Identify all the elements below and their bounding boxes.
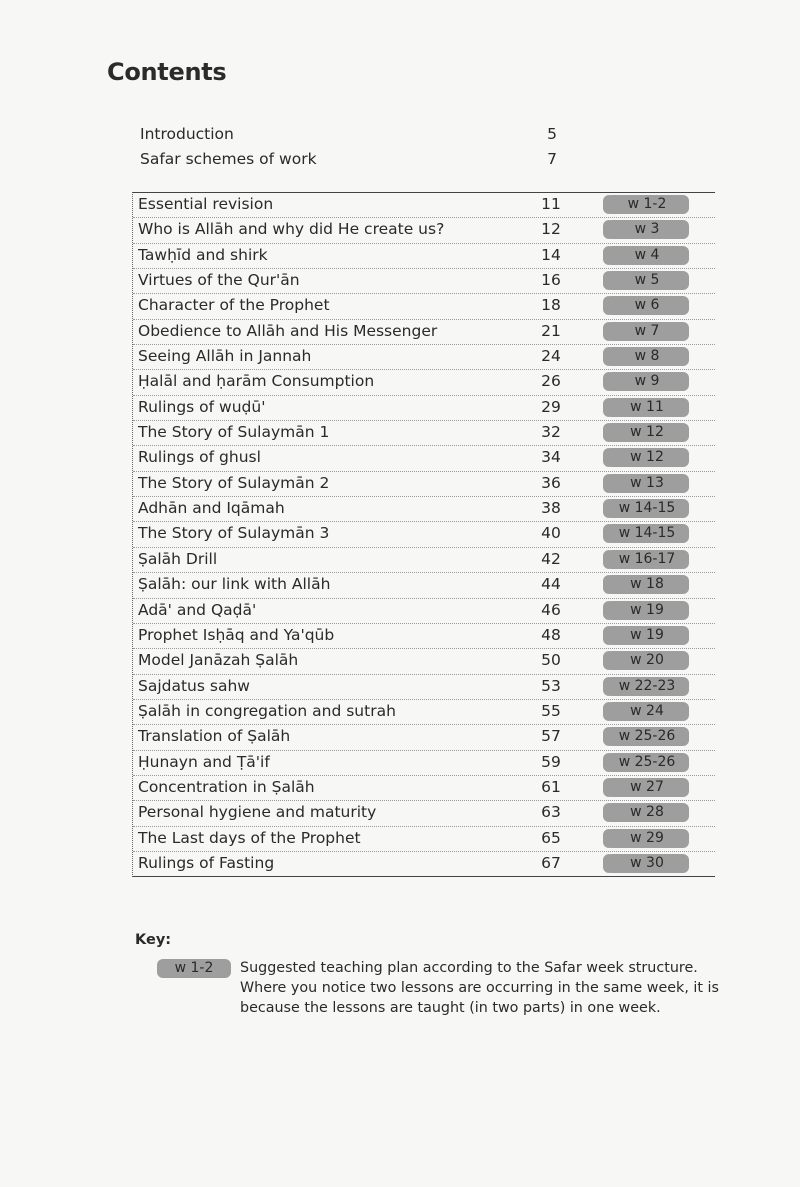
- toc-entry-page: 46: [541, 600, 561, 619]
- toc-row[interactable]: [133, 320, 715, 345]
- toc-entry-page: 21: [541, 321, 561, 340]
- toc-row[interactable]: [133, 599, 715, 624]
- week-badge: w 7: [605, 322, 689, 341]
- week-badge: w 3: [605, 220, 689, 239]
- week-badge: w 14-15: [605, 499, 689, 518]
- intro-entry: [140, 147, 560, 172]
- toc-row[interactable]: [133, 294, 715, 319]
- toc-entry-page: 48: [541, 625, 561, 644]
- toc-row[interactable]: [133, 548, 715, 573]
- intro-entry-page: 5: [547, 125, 557, 143]
- toc-entry-page: 26: [541, 372, 561, 391]
- toc-entry-title: Sajdatus sahw: [138, 676, 250, 695]
- toc-entry-page: 38: [541, 499, 561, 518]
- week-badge: w 27: [605, 778, 689, 797]
- week-badge: w 20: [605, 651, 689, 670]
- toc-entry-title: Prophet Isḥāq and Ya'qūb: [138, 625, 335, 644]
- toc-row[interactable]: [133, 624, 715, 649]
- toc-row[interactable]: [133, 396, 715, 421]
- week-badge: w 25-26: [605, 727, 689, 746]
- key-week-badge: w 1-2: [157, 959, 231, 978]
- toc-entry-title: Essential revision: [138, 195, 274, 213]
- toc-entry-page: 12: [541, 220, 561, 239]
- toc-entry-page: 57: [541, 727, 561, 746]
- toc-entry-page: 32: [541, 423, 561, 442]
- week-badge: w 11: [605, 398, 689, 417]
- week-badge: w 29: [605, 829, 689, 848]
- week-badge: w 19: [605, 626, 689, 645]
- toc-entry-title: Rulings of wuḍū': [138, 397, 266, 416]
- toc-entry-page: 50: [541, 651, 561, 670]
- week-badge: w 18: [605, 575, 689, 594]
- toc-entry-title: Adhān and Iqāmah: [138, 499, 285, 518]
- toc-row[interactable]: [133, 522, 715, 547]
- toc-row[interactable]: [133, 675, 715, 700]
- toc-entry-title: Translation of Ṣalāh: [138, 727, 291, 746]
- toc-row[interactable]: [133, 370, 715, 395]
- toc-row[interactable]: [133, 700, 715, 725]
- toc-entry-title: Seeing Allāh in Jannah: [138, 347, 312, 366]
- toc-entry-page: 44: [541, 575, 561, 594]
- toc-row[interactable]: [133, 776, 715, 801]
- toc-row[interactable]: [133, 421, 715, 446]
- toc-row[interactable]: [133, 345, 715, 370]
- toc-entry-page: 40: [541, 524, 561, 543]
- week-badge: w 6: [605, 296, 689, 315]
- toc-entry-page: 34: [541, 448, 561, 467]
- toc-row[interactable]: [133, 751, 715, 776]
- toc-row[interactable]: [133, 218, 715, 243]
- toc-entry-title: Ṣalāh in congregation and sutrah: [138, 701, 396, 720]
- toc-entry-page: 59: [541, 752, 561, 771]
- week-badge: w 24: [605, 702, 689, 721]
- toc-entry-page: 24: [541, 347, 561, 366]
- toc-row[interactable]: [133, 827, 715, 852]
- toc-entry-page: 42: [541, 549, 561, 568]
- toc-entry-title: Adā' and Qaḍā': [138, 600, 257, 619]
- toc-row[interactable]: [133, 852, 715, 876]
- intro-list: [140, 122, 560, 171]
- toc-row[interactable]: [133, 244, 715, 269]
- toc-entry-title: Tawḥīd and shirk: [138, 245, 268, 264]
- toc-entry-page: 61: [541, 777, 561, 796]
- toc-entry-title: Concentration in Ṣalāh: [138, 777, 315, 796]
- toc-entry-page: 55: [541, 701, 561, 720]
- key-line: because the lessons are taught (in two parts) in one week.: [240, 1000, 661, 1016]
- toc-entry-page: 36: [541, 473, 561, 492]
- week-badge: w 16-17: [605, 550, 689, 569]
- toc-entry-page: 65: [541, 828, 561, 847]
- week-badge: w 8: [605, 347, 689, 366]
- toc-entry-title: Ḥalāl and ḥarām Consumption: [138, 372, 375, 391]
- week-badge: w 1-2: [605, 195, 689, 214]
- week-badge: w 9: [605, 372, 689, 391]
- toc-entry-title: Rulings of ghusl: [138, 448, 261, 467]
- intro-entry-page: 7: [547, 149, 557, 168]
- intro-entry: [140, 122, 560, 147]
- toc-entry-title: The Story of Sulaymān 3: [138, 524, 330, 543]
- toc-row[interactable]: [133, 573, 715, 598]
- toc-entry-title: Character of the Prophet: [138, 296, 330, 315]
- toc-entry-title: The Story of Sulaymān 1: [138, 423, 330, 442]
- toc-entry-title: The Story of Sulaymān 2: [138, 473, 330, 492]
- intro-entry-label: Introduction: [140, 125, 234, 143]
- week-badge: w 12: [605, 448, 689, 467]
- toc-row[interactable]: [133, 801, 715, 826]
- toc-row[interactable]: [133, 193, 715, 218]
- toc-row[interactable]: [133, 725, 715, 750]
- contents-table: [132, 192, 715, 877]
- toc-row[interactable]: [133, 269, 715, 294]
- week-badge: w 13: [605, 474, 689, 493]
- toc-entry-title: Obedience to Allāh and His Messenger: [138, 321, 438, 340]
- toc-entry-title: Model Janāzah Ṣalāh: [138, 651, 299, 670]
- week-badge: w 14-15: [605, 524, 689, 543]
- page-title: Contents: [107, 58, 227, 86]
- week-badge: w 5: [605, 271, 689, 290]
- toc-row[interactable]: [133, 446, 715, 471]
- toc-row[interactable]: [133, 497, 715, 522]
- toc-entry-page: 11: [541, 195, 561, 213]
- toc-entry-title: Who is Allāh and why did He create us?: [138, 220, 445, 239]
- key-description: [240, 958, 719, 1018]
- key-line: Where you notice two lessons are occurring in the same week, it is: [240, 980, 719, 996]
- toc-entry-title: Ṣalāh: our link with Allāh: [138, 575, 331, 594]
- week-badge: w 30: [605, 854, 689, 873]
- toc-entry-page: 67: [541, 853, 561, 872]
- toc-entry-page: 16: [541, 271, 561, 290]
- toc-entry-page: 29: [541, 397, 561, 416]
- week-badge: w 4: [605, 246, 689, 265]
- toc-entry-page: 63: [541, 803, 561, 822]
- toc-entry-page: 18: [541, 296, 561, 315]
- week-badge: w 28: [605, 803, 689, 822]
- toc-entry-title: The Last days of the Prophet: [138, 828, 361, 847]
- toc-row[interactable]: [133, 472, 715, 497]
- toc-entry-page: 53: [541, 676, 561, 695]
- week-badge: w 12: [605, 423, 689, 442]
- toc-entry-title: Ṣalāh Drill: [138, 549, 218, 568]
- toc-entry-page: 14: [541, 245, 561, 264]
- week-badge: w 22-23: [605, 677, 689, 696]
- toc-entry-title: Personal hygiene and maturity: [138, 803, 377, 822]
- toc-entry-title: Rulings of Fasting: [138, 853, 275, 872]
- toc-row[interactable]: [133, 649, 715, 674]
- week-badge: w 19: [605, 601, 689, 620]
- key-title: Key:: [135, 932, 172, 948]
- toc-entry-title: Virtues of the Qur'ān: [138, 271, 300, 290]
- toc-entry-title: Ḥunayn and Ṭā'if: [138, 752, 270, 771]
- key-line: Suggested teaching plan according to the Safar week structure.: [240, 960, 698, 976]
- week-badge: w 25-26: [605, 753, 689, 772]
- intro-entry-label: Safar schemes of work: [140, 149, 317, 168]
